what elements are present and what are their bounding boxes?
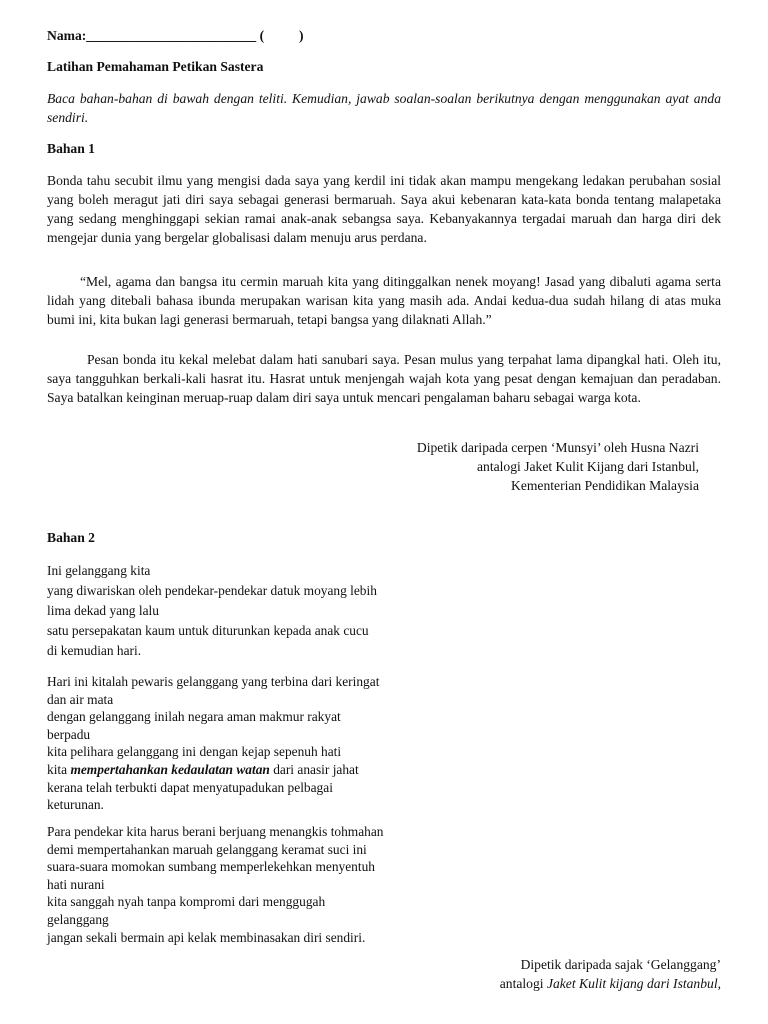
name-line (47, 26, 303, 45)
poem-line: keturunan. (47, 797, 104, 813)
name-label: Nama: (47, 28, 87, 43)
poem-stanza-3 (47, 823, 384, 946)
poem-line: berpadu (47, 726, 91, 742)
paren-open: ( (259, 28, 265, 43)
bahan1-source-line: Dipetik daripada cerpen ‘Munsyi’ oleh Husna Nazri (416, 440, 699, 455)
poem-line: dengan gelanggang inilah negara aman makmur rakyat (47, 709, 341, 725)
bahan1-heading: Bahan 1 (47, 141, 95, 156)
poem-line: jangan sekali bermain api kelak membinasakan diri sendiri. (47, 929, 366, 945)
bahan1-source-line: Kementerian Pendidikan Malaysia (511, 478, 699, 493)
bahan1-source (300, 438, 699, 495)
poem-line: yang diwariskan oleh pendekar-pendekar datuk moyang lebih (47, 583, 377, 598)
poem-line: lima dekad yang lalu (47, 603, 159, 618)
poem-line: di kemudian hari. (47, 643, 142, 658)
source-anthology-title: Jaket Kulit kijang dari Istanbul, (546, 976, 721, 991)
bahan2-heading: Bahan 2 (47, 530, 95, 545)
poem-stanza-2 (47, 673, 379, 814)
bahan2-source-line: Dipetik daripada sajak ‘Gelanggang’ (520, 957, 721, 972)
page-title: Latihan Pemahaman Petikan Sastera (47, 59, 264, 74)
poem-word: kita (47, 761, 71, 777)
bahan1-para2: “Mel, agama dan bangsa itu cermin maruah kita yang ditinggalkan nenek moyang! Jasad yang dibaluti agama serta lidah yang ditebali bahasa ibunda merupakan warisan kita yang masih ada. Andai kedua-dua sudah hilang di atas muka bumi ini, kita bukan lagi generasi bermaruah, tetapi bangsa yang dilaknati Allah.” (47, 274, 721, 327)
poem-line: kita sanggah nyah tanpa kompromi dari menggugah (47, 894, 326, 910)
poem-line: hati nurani (47, 876, 105, 892)
name-blank: _________________________ (86, 28, 257, 43)
poem-word: dari anasir jahat (269, 761, 359, 777)
bahan1-source-line: antalogi Jaket Kulit Kijang dari Istanbul, (477, 459, 699, 474)
bahan2-source-line (300, 974, 721, 993)
poem-line: Ini gelanggang kita (47, 563, 151, 578)
poem-line: kerana telah terbukti dapat menyatupadukan pelbagai (47, 779, 333, 795)
poem-line: satu persepakatan kaum untuk diturunkan kepada anak cucu (47, 623, 369, 638)
bahan2-source (300, 955, 721, 993)
poem-line: Para pendekar kita harus berani berjuang menangkis tohmahan (47, 824, 384, 839)
poem-line: kita pelihara gelanggang ini dengan kejap sepenuh hati (47, 744, 342, 760)
bahan1-para1: Bonda tahu secubit ilmu yang mengisi dada saya yang kerdil ini tidak akan mampu mengekang ledakan perubahan sosial yang boleh meragut jati diri saya sebagai generasi bermaruah. Saya akui kebenaran kata-kata bonda tentang malapetaka yang sedang menghinggapi sekian ramai anak-anak sebangsa saya. Kebanyakannya tergadai maruah dan harga diri dek mengejar dunia yang bergelar globalisasi dalam menuju arus perdana. (47, 173, 721, 245)
poem-line-emphasis (47, 761, 379, 779)
paren-close: ) (298, 28, 304, 43)
instruction-text: Baca bahan-bahan di bawah dengan teliti. Kemudian, jawab soalan-soalan berikutnya dengan menggunakan ayat anda sendiri. (47, 91, 721, 125)
bahan1-para3: Pesan bonda itu kekal melebat dalam hati sanubari saya. Pesan mulus yang terpahat lama dipangkal hati. Oleh itu, saya tangguhkan berkali-kali hasrat itu. Hasrat untuk menjengah wajah kota yang pesat dengan kemajuan dan peradaban. Saya batalkan keinginan meruap-ruap dalam diri saya untuk mencari pengalaman baharu sebagai warga kota. (47, 352, 721, 405)
poem-line: suara-suara momokan sumbang memperlekehkan menyentuh (47, 859, 375, 875)
poem-line: Hari ini kitalah pewaris gelanggang yang terbina dari keringat (47, 674, 380, 689)
poem-stanza-1 (47, 561, 377, 661)
source-prefix: antalogi (499, 976, 547, 991)
emphasized-phrase: mempertahankan kedaulatan watan (70, 761, 270, 777)
poem-line: gelanggang (47, 911, 109, 927)
poem-line: dan air mata (47, 691, 114, 707)
poem-line: demi mempertahankan maruah gelanggang keramat suci ini (47, 841, 367, 857)
